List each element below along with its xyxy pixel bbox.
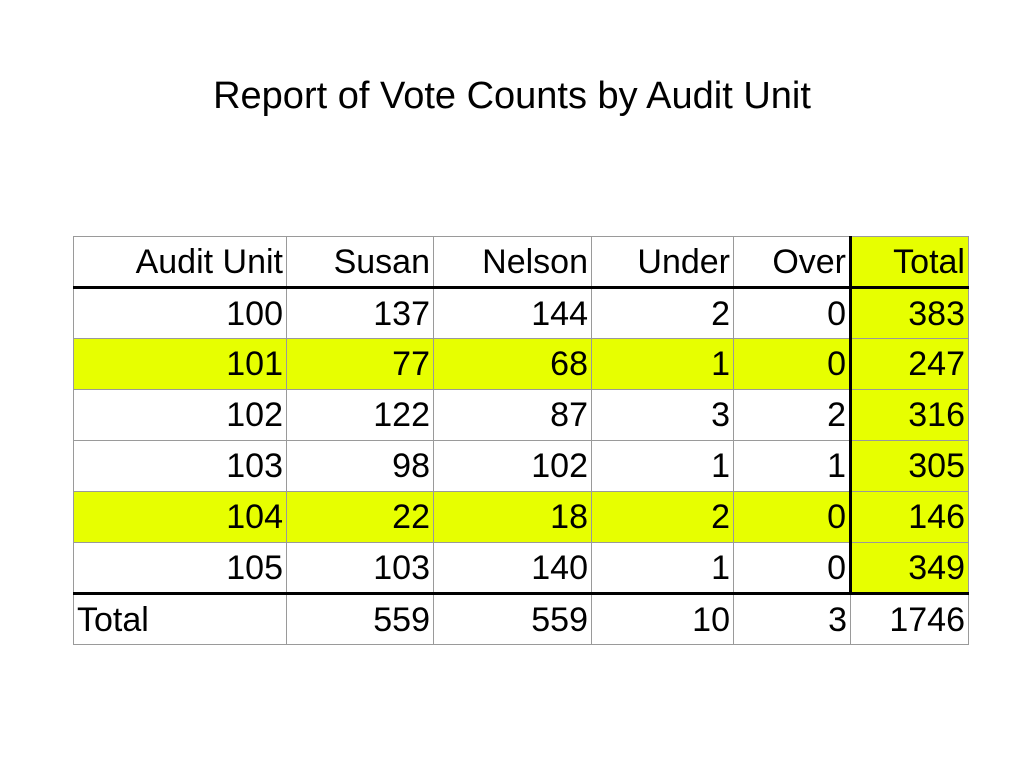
- cell-nelson: 87: [434, 390, 592, 441]
- cell-audit-unit: 101: [74, 339, 287, 390]
- total-susan: 559: [287, 594, 434, 645]
- cell-susan: 103: [287, 543, 434, 594]
- cell-under: 2: [592, 492, 734, 543]
- cell-total: 316: [851, 390, 969, 441]
- table-row: [74, 543, 969, 594]
- cell-total: 349: [851, 543, 969, 594]
- cell-nelson: 102: [434, 441, 592, 492]
- cell-over: 0: [734, 543, 851, 594]
- header-over: Over: [734, 237, 851, 288]
- cell-under: 3: [592, 390, 734, 441]
- cell-audit-unit: 104: [74, 492, 287, 543]
- header-total: Total: [851, 237, 969, 288]
- vote-count-table: [73, 236, 969, 645]
- cell-susan: 122: [287, 390, 434, 441]
- cell-total: 146: [851, 492, 969, 543]
- cell-audit-unit: 102: [74, 390, 287, 441]
- cell-under: 2: [592, 288, 734, 339]
- header-audit-unit: Audit Unit: [74, 237, 287, 288]
- total-nelson: 559: [434, 594, 592, 645]
- cell-total: 383: [851, 288, 969, 339]
- cell-nelson: 68: [434, 339, 592, 390]
- cell-nelson: 144: [434, 288, 592, 339]
- table-row: [74, 441, 969, 492]
- table-header-row: [74, 237, 969, 288]
- cell-over: 2: [734, 390, 851, 441]
- table-row: [74, 492, 969, 543]
- total-under: 10: [592, 594, 734, 645]
- cell-audit-unit: 100: [74, 288, 287, 339]
- cell-over: 0: [734, 288, 851, 339]
- header-susan: Susan: [287, 237, 434, 288]
- table-row: [74, 339, 969, 390]
- header-nelson: Nelson: [434, 237, 592, 288]
- table-row: [74, 390, 969, 441]
- cell-nelson: 140: [434, 543, 592, 594]
- total-over: 3: [734, 594, 851, 645]
- cell-susan: 77: [287, 339, 434, 390]
- cell-audit-unit: 103: [74, 441, 287, 492]
- cell-total: 247: [851, 339, 969, 390]
- cell-over: 0: [734, 339, 851, 390]
- cell-under: 1: [592, 543, 734, 594]
- cell-over: 0: [734, 492, 851, 543]
- cell-under: 1: [592, 339, 734, 390]
- totals-label: Total: [74, 594, 287, 645]
- cell-susan: 98: [287, 441, 434, 492]
- totals-row: [74, 594, 969, 645]
- table-row: [74, 288, 969, 339]
- report-title: Report of Vote Counts by Audit Unit: [213, 75, 811, 117]
- cell-nelson: 18: [434, 492, 592, 543]
- cell-over: 1: [734, 441, 851, 492]
- cell-total: 305: [851, 441, 969, 492]
- header-under: Under: [592, 237, 734, 288]
- grand-total: 1746: [851, 594, 969, 645]
- cell-under: 1: [592, 441, 734, 492]
- cell-audit-unit: 105: [74, 543, 287, 594]
- cell-susan: 22: [287, 492, 434, 543]
- cell-susan: 137: [287, 288, 434, 339]
